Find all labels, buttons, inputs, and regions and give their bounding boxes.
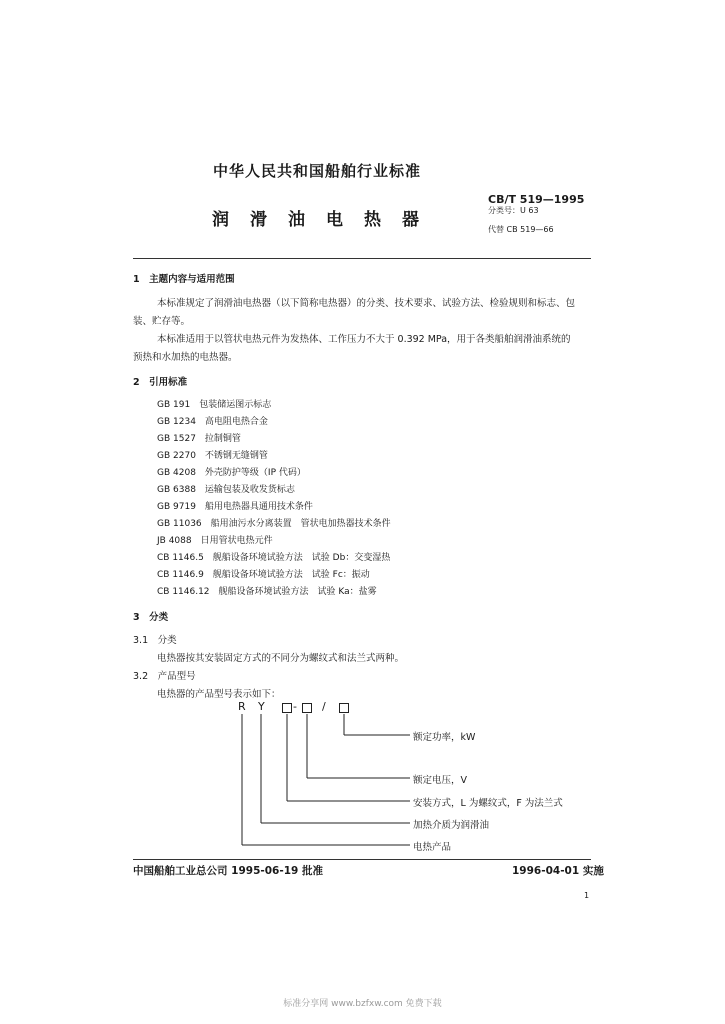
model-letter-y: Y: [258, 700, 265, 713]
section-1-heading: 1 主题内容与适用范围: [133, 274, 235, 285]
reference-item: GB 191 包装储运图示标志: [157, 400, 272, 410]
standard-code: CB/T 519—1995: [488, 193, 585, 206]
annotation-rated-power: 额定功率，kW: [413, 732, 476, 743]
reference-item: CB 1146.9 舰船设备环境试验方法 试验 Fc：振动: [157, 570, 370, 580]
reference-item: GB 6388 运输包装及收发货标志: [157, 485, 295, 495]
page-number: 1: [584, 891, 590, 900]
footer-divider: [133, 859, 591, 860]
annotation-install-method: 安装方式，L 为螺纹式，F 为法兰式: [413, 798, 563, 809]
section-3-2-heading: 3.2 产品型号: [133, 671, 196, 682]
reference-item: CB 1146.5 舰船设备环境试验方法 试验 Db：交变湿热: [157, 553, 391, 563]
reference-item: GB 2270 不锈钢无缝钢管: [157, 451, 268, 461]
section-1-para1-line1: 本标准规定了润滑油电热器（以下简称电热器）的分类、技术要求、试验方法、检验规则和标志、包: [157, 298, 576, 309]
watermark: 标准分享网 www.bzfxw.com 免费下载: [283, 999, 442, 1009]
model-slash: /: [322, 700, 326, 713]
classification-number: 分类号：U 63: [488, 206, 539, 215]
replaces-standard: 代替 CB 519—66: [488, 225, 554, 234]
reference-item: GB 1527 拉制铜管: [157, 434, 241, 444]
standard-name: 润滑油电热器: [212, 210, 440, 230]
model-dash: -: [293, 700, 297, 713]
implementation-date: 1996-04-01 实施: [512, 865, 604, 877]
section-3-1-text: 电热器按其安装固定方式的不同分为螺纹式和法兰式两种。: [157, 653, 405, 664]
reference-item: GB 11036 船用油污水分离装置 管状电加热器技术条件: [157, 519, 391, 529]
section-1-para2-line1: 本标准适用于以管状电热元件为发热体、工作压力不大于 0.392 MPa，用于各类船舶润滑油系统的: [157, 334, 571, 345]
reference-item: GB 1234 高电阻电热合金: [157, 417, 268, 427]
reference-item: JB 4088 日用管状电热元件: [157, 536, 273, 546]
section-3-heading: 3 分类: [133, 612, 169, 623]
reference-item: CB 1146.12 舰船设备环境试验方法 试验 Ka：盐雾: [157, 587, 377, 597]
model-letter-r: R: [238, 700, 246, 713]
section-2-heading: 2 引用标准: [133, 377, 188, 388]
approval-line: 中国船舶工业总公司 1995-06-19 批准: [133, 865, 323, 877]
document-title: 中华人民共和国船舶行业标准: [213, 162, 422, 180]
section-1-para1-line2: 装、贮存等。: [133, 316, 191, 327]
section-3-2-text: 电热器的产品型号表示如下：: [157, 689, 281, 700]
reference-item: GB 9719 船用电热器具通用技术条件: [157, 502, 313, 512]
annotation-heating-medium: 加热介质为润滑油: [413, 820, 490, 831]
section-1-para2-line2: 预热和水加热的电热器。: [133, 352, 238, 363]
section-3-1-heading: 3.1 分类: [133, 635, 177, 646]
annotation-rated-voltage: 额定电压，V: [413, 775, 467, 786]
reference-item: GB 4208 外壳防护等级（IP 代码）: [157, 468, 306, 478]
annotation-electric-product: 电热产品: [413, 842, 452, 853]
